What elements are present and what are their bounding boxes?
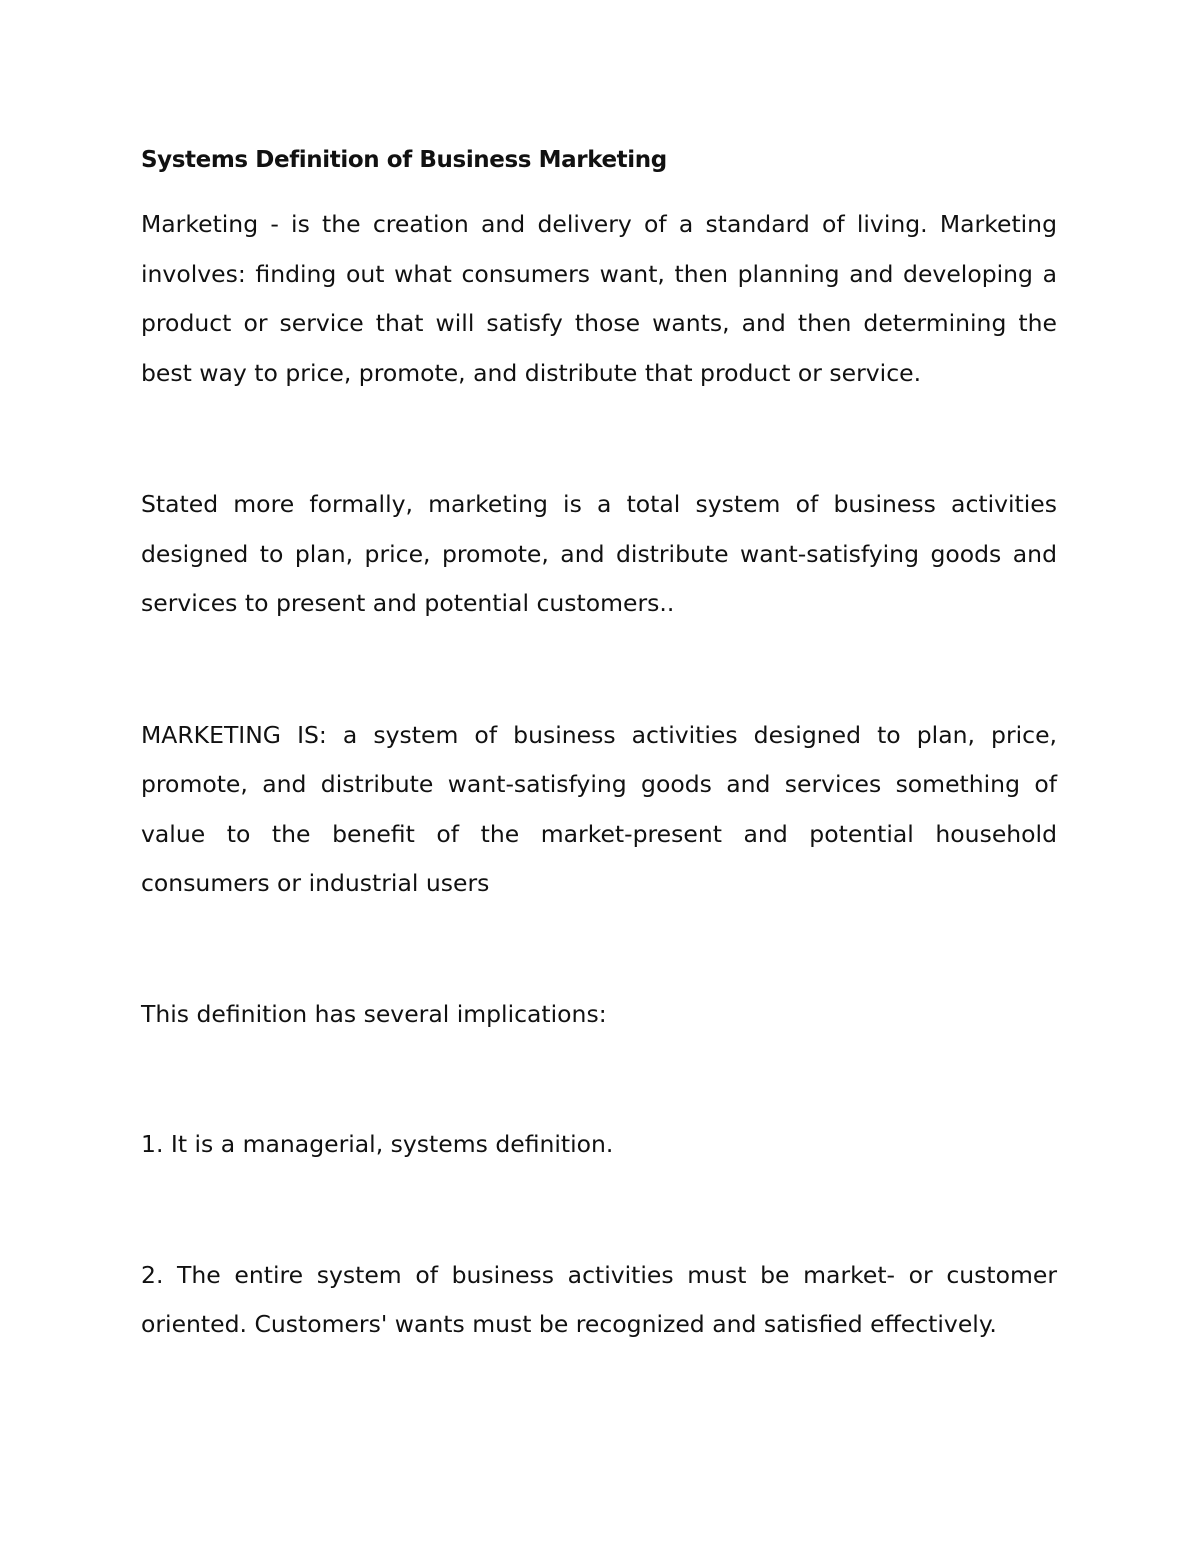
- list-item-implication-1: 1. It is a managerial, systems definition.: [141, 1130, 614, 1158]
- paragraph-implications-intro: This definition has several implications:: [141, 999, 607, 1028]
- paragraph-marketing-is: MARKETING IS: a system of business activities designed to plan, price, promote, and distribute want-satisfying goods and services something of value to the benefit of the market-present and potential household consumers or industrial users: [141, 720, 1057, 897]
- paragraph-marketing-definition: Marketing - is the creation and delivery of a standard of living. Marketing involves: finding out what consumers want, then planning and developing a product or service that will satisfy those wants, and then determining the best way to price, promote, and distribute that product or service.: [141, 210, 1057, 387]
- document-title: Systems Definition of Business Marketing: [141, 147, 667, 173]
- paragraph-formal-definition: Stated more formally, marketing is a total system of business activities designed to plan, price, promote, and distribute want-satisfying goods and services to present and potential customers..: [141, 490, 1057, 617]
- document-page: [141, 140, 1057, 1350]
- list-item-implication-2: 2. The entire system of business activities must be market- or customer oriented. Customers' wants must be recognized and satisfied effectively.: [141, 1260, 1057, 1338]
